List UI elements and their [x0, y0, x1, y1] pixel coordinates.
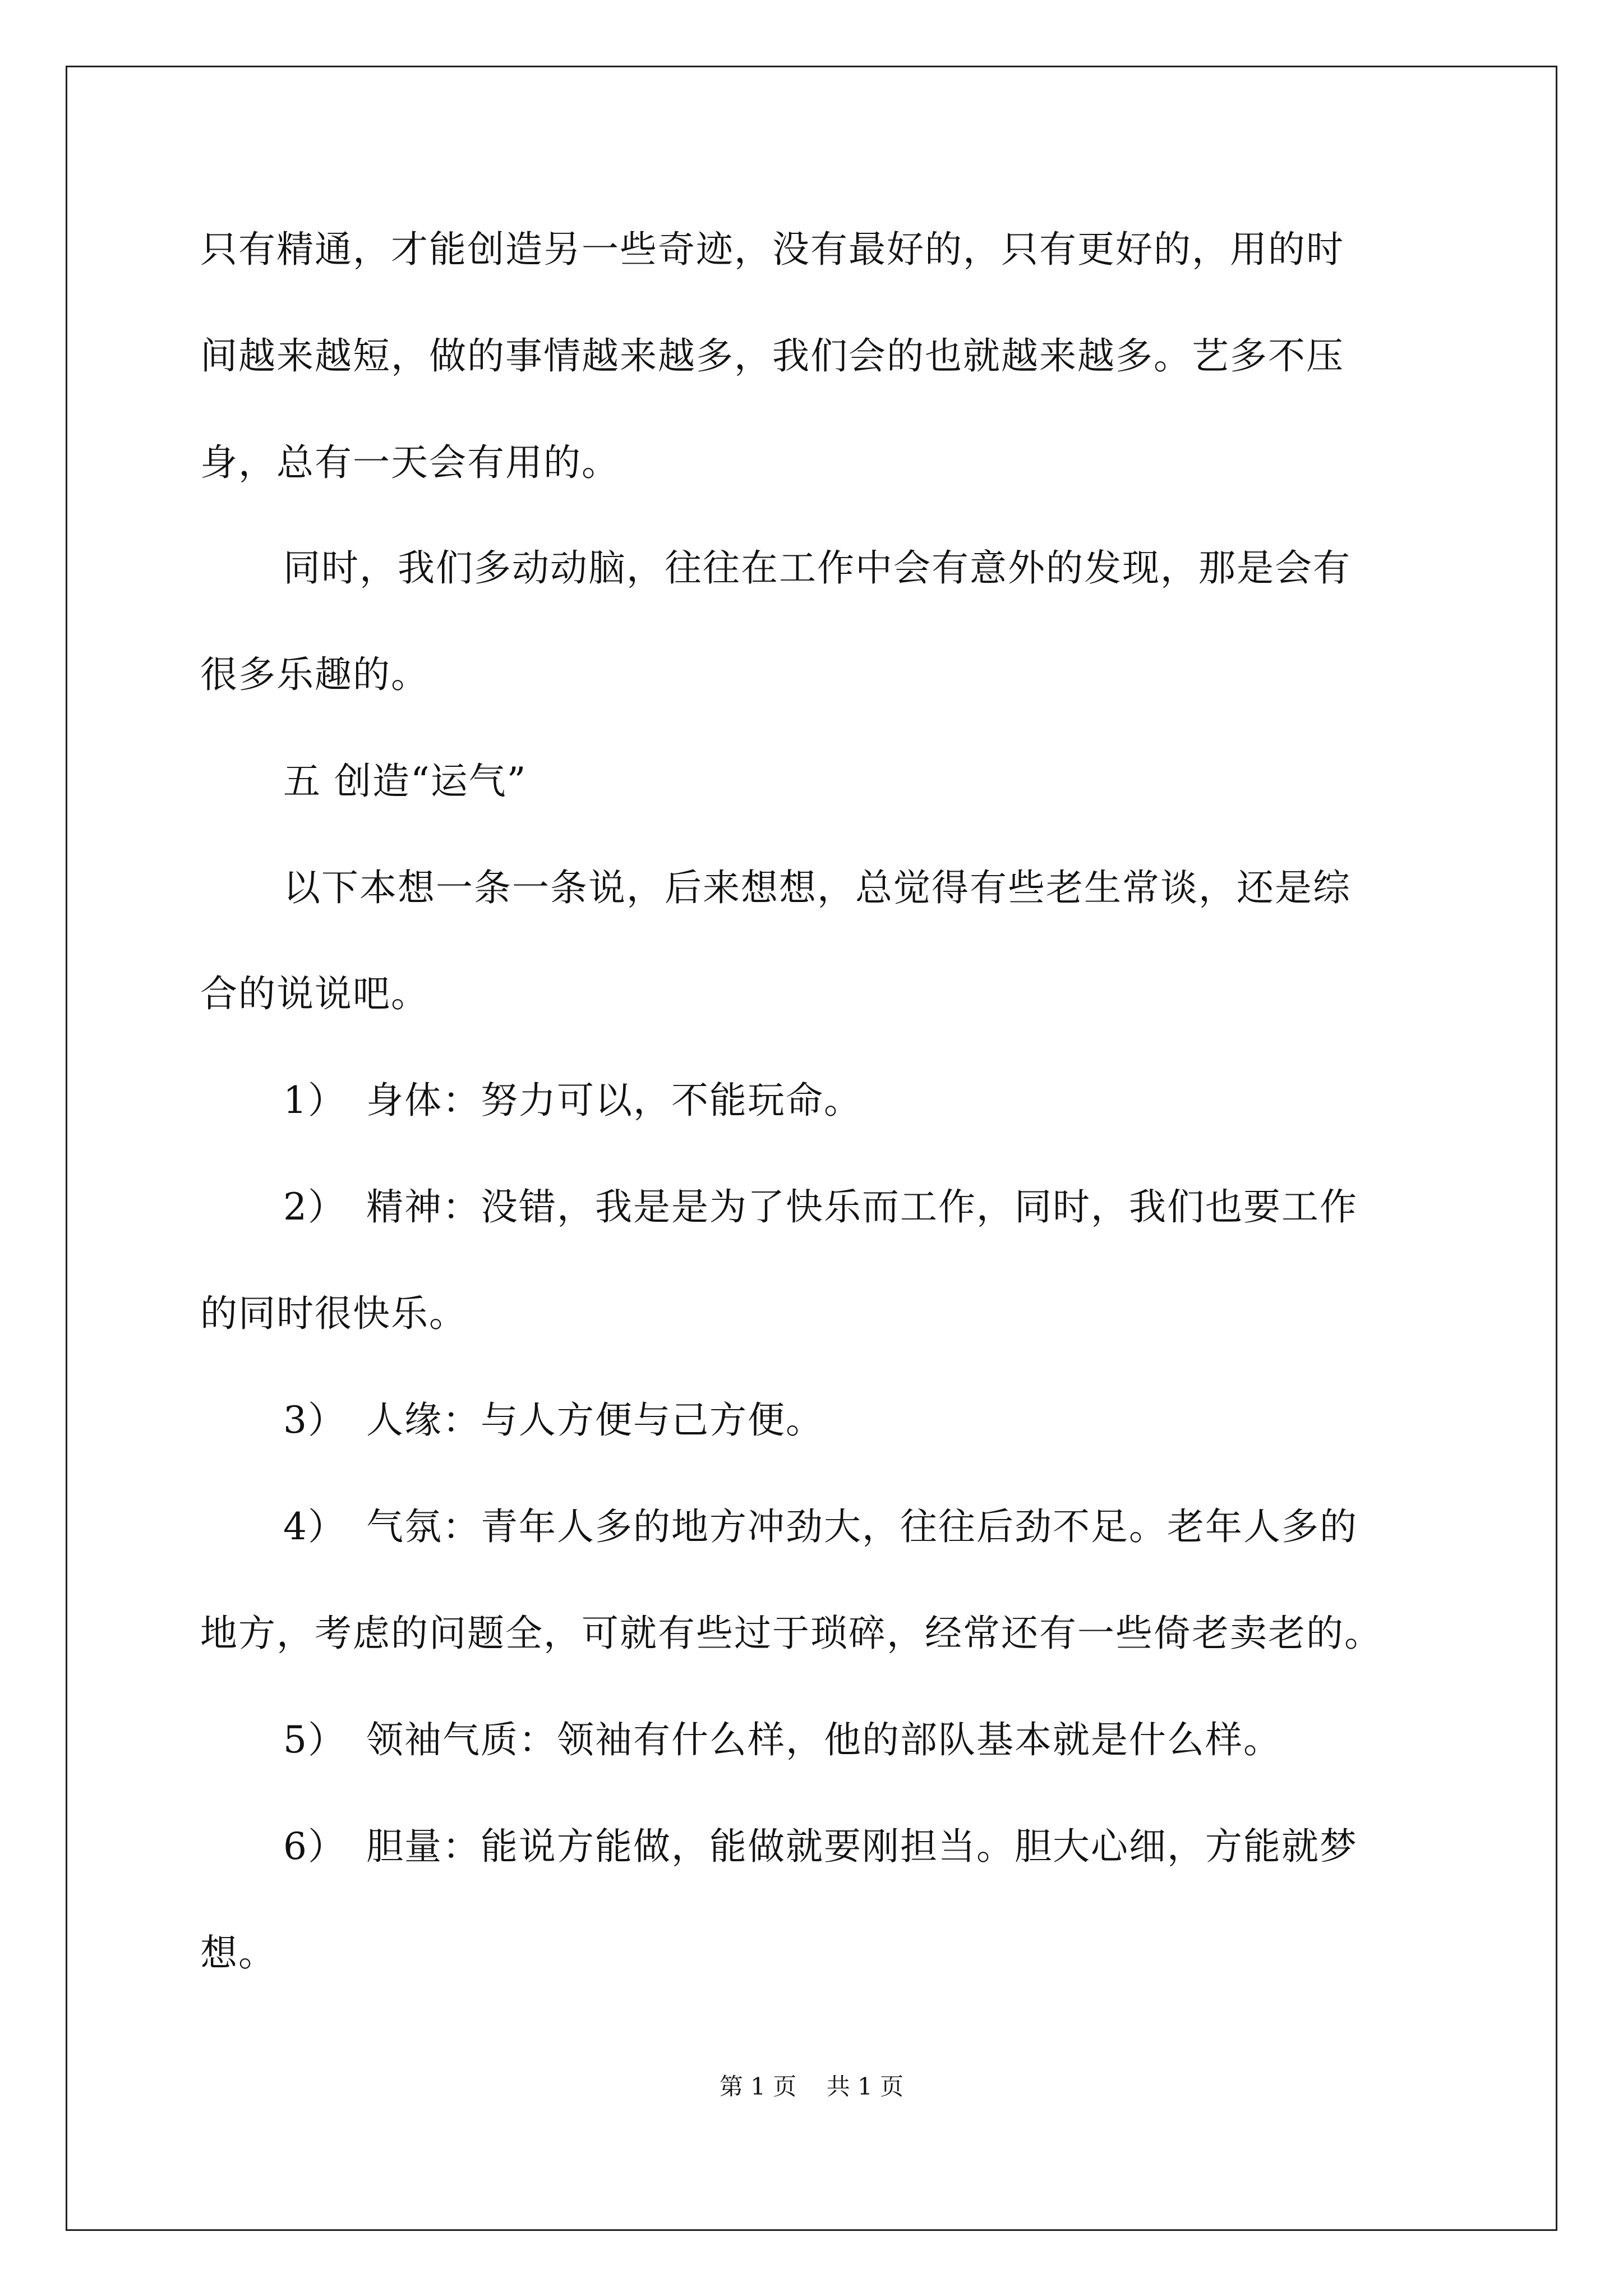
list-text: 胆量：能说方能做，能做就要刚担当。胆大心细，方能就梦: [366, 1825, 1358, 1868]
list-item: [283, 1502, 1358, 1552]
paragraph-line: 身，总有一天会有用的。: [200, 441, 620, 484]
list-number: 4）: [283, 1505, 346, 1548]
list-number: 1）: [283, 1079, 346, 1122]
paragraph-line: 以下本想一条一条说，后来想想，总觉得有些老生常谈，还是综: [283, 866, 1351, 909]
list-text-continuation: 地方，考虑的问题全，可就有些过于琐碎，经常还有一些倚老卖老的。: [200, 1612, 1382, 1655]
list-text-continuation: 的同时很快乐。: [200, 1292, 467, 1335]
paragraph-line: 很多乐趣的。: [200, 653, 429, 696]
section-heading: 五 创造“运气”: [283, 760, 527, 803]
page-number-footer: 第 1 页 共 1 页: [719, 2073, 904, 2100]
paragraph-line: 只有精通，才能创造另一些奇迹，没有最好的，只有更好的，用的时: [200, 228, 1344, 271]
list-number: 6）: [283, 1825, 346, 1868]
paragraph-line: 合的说说吧。: [200, 972, 429, 1015]
list-text: 气氛：青年人多的地方冲劲大，往往后劲不足。老年人多的: [366, 1505, 1358, 1548]
list-item: [283, 1075, 862, 1126]
paragraph-line: 间越来越短，做的事情越来越多，我们会的也就越来越多。艺多不压: [200, 334, 1344, 378]
list-text-continuation: 想。: [200, 1931, 276, 1975]
list-number: 2）: [283, 1185, 346, 1228]
list-item: [283, 1182, 1358, 1232]
list-text: 人缘：与人方便与己方便。: [366, 1398, 824, 1442]
list-item: [283, 1395, 824, 1446]
page-border: [66, 66, 1557, 2231]
list-number: 3）: [283, 1398, 346, 1442]
list-text: 精神：没错，我是是为了快乐而工作，同时，我们也要工作: [366, 1185, 1358, 1228]
list-text: 身体：努力可以，不能玩命。: [366, 1079, 862, 1122]
list-item: [283, 1715, 1281, 1765]
paragraph-line: 同时，我们多动动脑，往往在工作中会有意外的发现，那是会有: [283, 546, 1351, 590]
list-item: [283, 1821, 1358, 1872]
list-text: 领袖气质：领袖有什么样，他的部队基本就是什么样。: [366, 1718, 1281, 1761]
list-number: 5）: [283, 1718, 346, 1761]
